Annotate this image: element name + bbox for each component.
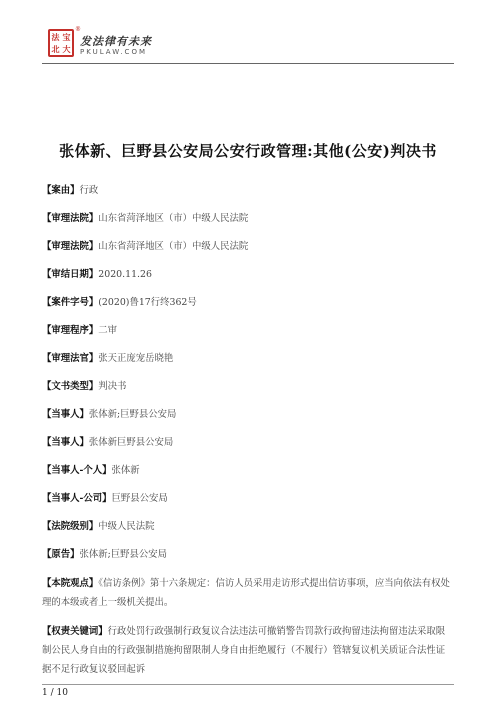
- field-key: 【案件字号】: [42, 297, 99, 308]
- field-key: 【审理程序】: [42, 325, 99, 336]
- field-key: 【原告】: [42, 549, 80, 560]
- field-party-company: [42, 490, 454, 508]
- field-key: 【当事人】: [42, 437, 89, 448]
- field-court-level: [42, 518, 454, 536]
- field-value: 张体新: [111, 465, 140, 476]
- field-key: 【案由】: [42, 185, 80, 196]
- logo-char-2: 宝: [62, 32, 71, 42]
- brand-slogan: 发法律有未来: [80, 35, 152, 48]
- field-value: 张天正庞宠岳晓艳: [98, 353, 174, 364]
- field-value: (2020)鲁17行终362号: [98, 297, 197, 308]
- field-value: 山东省菏泽地区（市）中级人民法院: [98, 213, 249, 224]
- field-court-opinion: [42, 574, 454, 612]
- field-key: 【当事人】: [42, 409, 89, 420]
- field-value: 《信访条例》第十六条规定：信访人员采用走访形式提出信访事项，应当向依法有权处理的本级或者上一级机关提出。: [42, 578, 450, 608]
- field-plaintiff: [42, 546, 454, 564]
- field-value: 行政处罚行政强制行政复议合法违法可撤销警告罚款行政拘留违法拘留违法采取限制公民人身自由的行政强制措施拘留限制人身自由拒绝履行（不履行）管辖复议机关质证合法性证据不足行政复议驳回起诉: [42, 626, 446, 675]
- field-court: [42, 210, 454, 228]
- field-key: 【法院级别】: [42, 521, 99, 532]
- registered-mark: ®: [75, 26, 81, 33]
- field-value: 张体新巨野县公安局: [88, 437, 174, 448]
- field-value: 张体新;巨野县公安局: [79, 549, 168, 560]
- logo-char-4: 大: [62, 44, 71, 54]
- field-case-number: [42, 294, 454, 312]
- field-value: 行政: [79, 185, 99, 196]
- field-value: 二审: [98, 325, 118, 336]
- field-key: 【当事人-个人】: [42, 465, 112, 476]
- field-key: 【审理法官】: [42, 353, 99, 364]
- field-document-type: [42, 378, 454, 396]
- document-header: [42, 26, 454, 66]
- field-key: 【审理法院】: [42, 241, 99, 252]
- field-key: 【当事人-公司】: [42, 493, 112, 504]
- field-value: 2020.11.26: [98, 269, 152, 280]
- field-key: 【权责关键词】: [42, 626, 108, 637]
- field-key: 【审理法院】: [42, 213, 99, 224]
- document-title: 张体新、巨野县公安局公安行政管理:其他(公安)判决书: [59, 142, 437, 160]
- pkulaw-logo-seal: [48, 29, 74, 57]
- field-value: 中级人民法院: [98, 521, 155, 532]
- field-value: 山东省菏泽地区（市）中级人民法院: [98, 241, 249, 252]
- field-key: 【审结日期】: [42, 269, 99, 280]
- brand-url: PKULAW.COM: [80, 48, 147, 56]
- footer-divider: [42, 684, 454, 685]
- field-parties: [42, 406, 454, 424]
- case-metadata-list: [42, 182, 454, 689]
- field-party-individual: [42, 462, 454, 480]
- field-conclusion-date: [42, 266, 454, 284]
- field-judges: [42, 350, 454, 368]
- field-trial-procedure: [42, 322, 454, 340]
- field-case-cause: [42, 182, 454, 200]
- field-key: 【文书类型】: [42, 381, 99, 392]
- field-value: 张体新;巨野县公安局: [88, 409, 177, 420]
- field-value: 巨野县公安局: [111, 493, 168, 504]
- field-court: [42, 238, 454, 256]
- field-value: 判决书: [98, 381, 127, 392]
- logo-char-1: 法: [51, 32, 60, 42]
- logo-char-3: 北: [51, 44, 60, 54]
- field-keywords: [42, 622, 454, 679]
- page-indicator: 1 / 10: [42, 688, 68, 698]
- field-key: 【本院观点】: [42, 578, 99, 589]
- field-parties: [42, 434, 454, 452]
- header-divider: [42, 63, 454, 64]
